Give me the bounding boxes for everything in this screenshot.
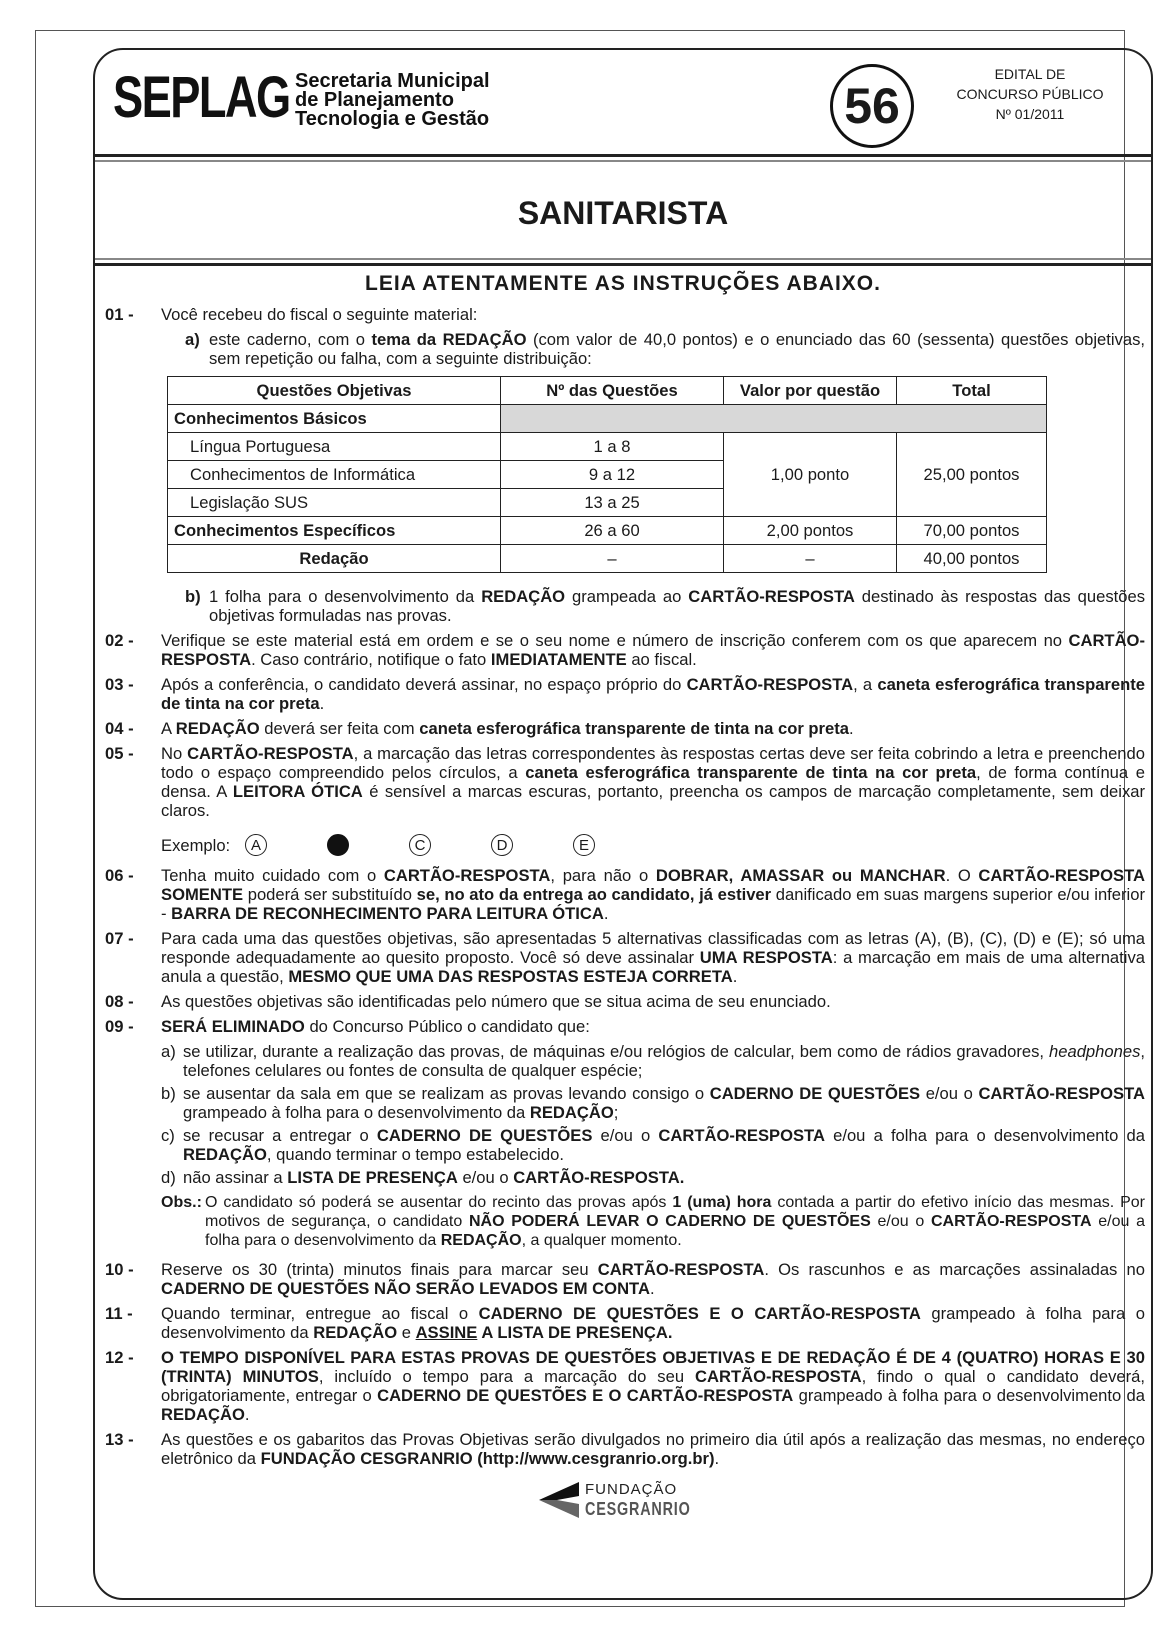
instruction-09: 09 - SERÁ ELIMINADO do Concurso Público o candidato que:: [105, 1017, 590, 1036]
table-header: Valor por questão: [724, 377, 897, 405]
divider: [95, 258, 1151, 260]
document-border: [93, 48, 1153, 1600]
table-cell: 1 a 8: [501, 433, 724, 461]
divider: [95, 263, 1151, 266]
table-cell: Legislação SUS: [168, 489, 501, 517]
org-name: [295, 72, 490, 129]
table-cell: [501, 405, 1047, 433]
instruction-01a: a) este caderno, com o tema da REDAÇÃO (com valor de 40,0 pontos) e o enunciado das 60 (sessenta) questões objetivas, sem repetição ou falha, com a seguinte distribuição:: [185, 330, 1146, 368]
booklet-number: 56: [830, 64, 914, 148]
example-label: Exemplo:: [161, 836, 231, 855]
page-title: SANITARISTA: [517, 195, 729, 231]
edital-line-3: Nº 01/2011: [995, 106, 1065, 122]
instruction-07: 07 - Para cada uma das questões objetivas, são apresentadas 5 alternativas classificadas com as letras (A), (B), (C), (D) e (E); só uma responde adequadamente ao quesito proposto. Você só deve assinalar UMA RESPOSTA: a marcação em mais de uma alternativa anula a questão, MESMO QUE UMA DAS RESPOSTAS ESTEJA CORRETA.: [105, 929, 1145, 986]
instruction-06: 06 - Tenha muito cuidado com o CARTÃO-RESPOSTA, para não o DOBRAR, AMASSAR ou MANCHAR. O CARTÃO-RESPOSTA SOMENTE poderá ser substituído se, no ato da entrega ao candidato, já estiver danificado em suas margens superior e/ou inferior - BARRA DE RECONHECIMENTO PARA LEITURA ÓTICA.: [105, 866, 1145, 923]
instruction-05: 05 - No CARTÃO-RESPOSTA, a marcação das letras correspondentes às respostas certas deve ser feita cobrindo a letra e preenchendo todo o espaço compreendido pelos círculos, a caneta esferográfica transparente de tinta na cor preta, de forma contínua e densa. A LEITORA ÓTICA é sensível a marcas escuras, portanto, preencha os campos de marcação completamente, sem deixar claros.: [105, 744, 1146, 820]
table-cell: 25,00 pontos: [897, 433, 1047, 517]
edital-info: [955, 64, 1105, 124]
table-row: [168, 433, 1047, 461]
table-row: [168, 545, 1047, 573]
instruction-10: 10 - Reserve os 30 (trinta) minutos finais para marcar seu CARTÃO-RESPOSTA. Os rascunhos e as marcações assinaladas no CADERNO DE QUESTÕES NÃO SERÃO LEVADOS EM CONTA.: [105, 1260, 1145, 1298]
distribution-table: [167, 376, 1047, 573]
edital-line-2: CONCURSO PÚBLICO: [956, 86, 1104, 102]
table-cell: Conhecimentos de Informática: [168, 461, 501, 489]
table-cell: 70,00 pontos: [897, 517, 1047, 545]
bubble-b-filled: [327, 834, 349, 856]
answer-example: [105, 826, 1145, 860]
table-cell: 2,00 pontos: [724, 517, 897, 545]
instruction-11: 11 - Quando terminar, entregue ao fiscal o CADERNO DE QUESTÕES E O CARTÃO-RESPOSTA grampeado à folha para o desenvolvimento da REDAÇÃO e ASSINE A LISTA DE PRESENÇA.: [105, 1304, 1146, 1342]
table-cell: 40,00 pontos: [897, 545, 1047, 573]
bubble-a: A: [245, 834, 267, 856]
table-cell: 1,00 ponto: [724, 433, 897, 517]
instruction-04: 04 - A REDAÇÃO deverá ser feita com caneta esferográfica transparente de tinta na cor preta.: [105, 719, 854, 738]
table-cell: Redação: [168, 545, 501, 573]
table-cell: –: [501, 545, 724, 573]
footer-line-2: CESGRANRIO: [585, 1499, 691, 1519]
bubble-e: E: [573, 834, 595, 856]
instruction-09-obs: Obs.: O candidato só poderá se ausentar do recinto das provas após 1 (uma) hora contada a partir do efetivo início das mesmas. Por motivos de segurança, o candidato NÃO PODERÁ LEVAR O CADERNO DE QUESTÕES e/ou o CARTÃO-RESPOSTA e/ou a folha para o desenvolvimento da REDAÇÃO, a qualquer momento.: [161, 1194, 1146, 1249]
edital-line-1: EDITAL DE: [994, 66, 1066, 82]
table-row: [168, 517, 1047, 545]
table-cell: Conhecimentos Básicos: [168, 405, 501, 433]
divider: [95, 154, 1151, 157]
table-header: Nº das Questões: [501, 377, 724, 405]
org-line-3: Tecnologia e Gestão: [295, 108, 490, 130]
cesgranrio-logo-icon: [535, 1478, 583, 1522]
header: [95, 50, 1151, 168]
table-header-row: [168, 377, 1047, 405]
table-row: [168, 405, 1047, 433]
instruction-12: 12 - O TEMPO DISPONÍVEL PARA ESTAS PROVAS DE QUESTÕES OBJETIVAS E DE REDAÇÃO É DE 4 (QUATRO) HORAS E 30 (TRINTA) MINUTOS, incluído o tempo para a marcação do seu CARTÃO-RESPOSTA, findo o qual o candidato deverá, obrigatoriamente, entregar o CADERNO DE QUESTÕES E O CARTÃO-RESPOSTA grampeado à folha para o desenvolvimento da REDAÇÃO.: [105, 1348, 1146, 1424]
instruction-01b: b) 1 folha para o desenvolvimento da REDAÇÃO grampeada ao CARTÃO-RESPOSTA destinado às respostas das questões objetivas formuladas nas provas.: [185, 587, 1145, 625]
table-header: Questões Objetivas: [168, 377, 501, 405]
table-header: Total: [897, 377, 1047, 405]
table-cell: Língua Portuguesa: [168, 433, 501, 461]
instruction-02: 02 - Verifique se este material está em ordem e se o seu nome e número de inscrição conferem com os que aparecem no CARTÃO-RESPOSTA. Caso contrário, notifique o fato IMEDIATAMENTE ao fiscal.: [105, 631, 1145, 669]
cesgranrio-logo: [535, 1478, 715, 1524]
divider: [95, 160, 1151, 162]
table-cell: 9 a 12: [501, 461, 724, 489]
instruction-08: 08 - As questões objetivas são identificadas pelo número que se situa acima de seu enunciado.: [105, 992, 831, 1011]
org-line-1: Secretaria Municipal: [295, 70, 490, 92]
instruction-01: 01 - Você recebeu do fiscal o seguinte material:: [105, 305, 478, 324]
page-frame: [35, 30, 1146, 1607]
table-cell: 13 a 25: [501, 489, 724, 517]
table-cell: Conhecimentos Específicos: [168, 517, 501, 545]
instructions: [105, 305, 1145, 1474]
footer-line-1: FUNDAÇÃO: [585, 1481, 678, 1498]
instruction-13: 13 - As questões e os gabaritos das Provas Objetivas serão divulgados no primeiro dia útil após a realização das mesmas, no endereço eletrônico da FUNDAÇÃO CESGRANRIO (http://www.cesgranrio.org.br).: [105, 1430, 1145, 1468]
instructions-title: LEIA ATENTAMENTE AS INSTRUÇÕES ABAIXO.: [365, 272, 881, 295]
bubble-c: C: [409, 834, 431, 856]
seplag-logo: SEPLAG: [113, 65, 290, 130]
instruction-09-subs: a) se utilizar, durante a realização das provas, de máquinas e/ou relógios de calcular, bem como de rádios gravadores, headphones, telefones celulares ou fontes de consulta de qualquer espécie; b) se ausentar da sala em que se realizam as provas levando consigo o CADERNO DE QUESTÕES e/ou o CARTÃO-RESPOSTA grampeado à folha para o desenvolvimento da REDAÇÃO; c) se recusar a entregar o CADERNO DE QUESTÕES e/ou o CARTÃO-RESPOSTA e/ou a folha para o desenvolvimento da REDAÇÃO, quando terminar o tempo estabelecido. d) não assinar a LISTA DE PRESENÇA e/ou o CARTÃO-RESPOSTA.: [161, 1042, 1145, 1187]
org-line-2: de Planejamento: [295, 89, 454, 111]
table-cell: 26 a 60: [501, 517, 724, 545]
table-cell: –: [724, 545, 897, 573]
bubble-d: D: [491, 834, 513, 856]
instruction-03: 03 - Após a conferência, o candidato deverá assinar, no espaço próprio do CARTÃO-RESPOSTA, a caneta esferográfica transparente de tinta na cor preta.: [105, 675, 1146, 713]
